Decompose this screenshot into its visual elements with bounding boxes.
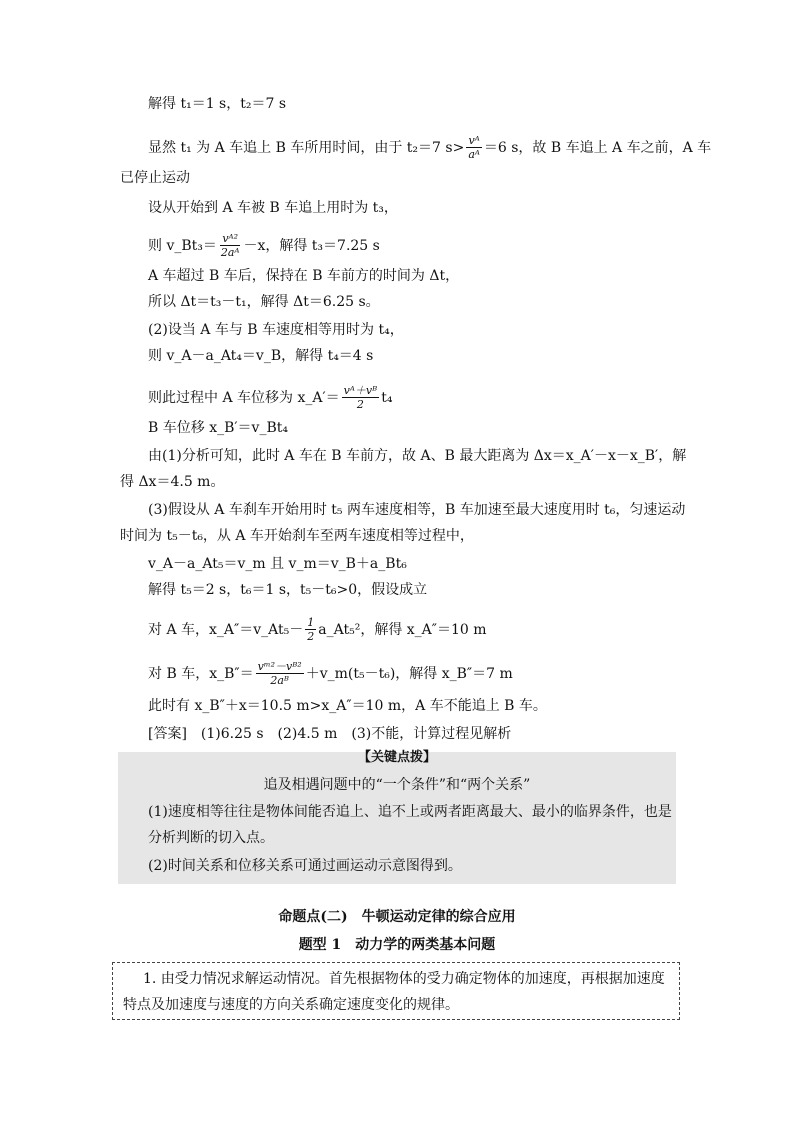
fraction [466,134,482,161]
key-points-title: 追及相遇问题中的“一个条件”和“两个关系” [263,777,531,793]
fraction-numerator: 1 [307,616,315,629]
text-segment: a_At₅²，解得 x_A″＝10 m [318,621,487,638]
solution-line: 解得 t₁＝1 s，t₂＝7 s [148,96,287,112]
key-points-box [118,752,676,884]
solution-line: 由(1)分析可知，此时 A 车在 B 车前方，故 A、B 最大距离为 Δx＝x_A′－x－x_B′，解 [148,448,687,464]
definition-text: 特点及加速度与速度的方向关系确定速度变化的规律。 [123,997,459,1013]
text-segment: 则 v_Bt₃＝ [148,237,217,254]
text-segment: t₄ [381,389,393,406]
fraction-denominator: aᴬ [468,148,480,161]
definition-box [112,962,680,1020]
section-subheading: 题型 1 动力学的两类基本问题 [298,937,496,953]
solution-line: 则 v_A－a_At₄＝v_B，解得 t₄＝4 s [148,348,374,364]
solution-line: (3)假设从 A 车刹车开始用时 t₅ 两车速度相等，B 车加速至最大速度用时 t₆，匀速运动 [148,502,686,518]
solution-line: 得 Δx＝4.5 m。 [120,474,225,490]
solution-line-with-fraction [148,232,380,259]
solution-line-with-fraction [148,616,487,643]
solution-line: A 车超过 B 车后，保持在 B 车前方的时间为 Δt， [148,268,460,284]
solution-line: 所以 Δt＝t₃－t₁，解得 Δt＝6.25 s。 [148,294,380,310]
solution-line-with-fraction [148,384,392,411]
answer-line: [答案] (1)6.25 s (2)4.5 m (3)不能，计算过程见解析 [148,726,512,742]
solution-line: 已停止运动 [120,170,190,186]
solution-line: 此时有 x_B″＋x＝10.5 m>x_A″＝10 m，A 车不能追上 B 车。 [148,698,547,714]
text-segment: 对 A 车，x_A″＝v_At₅－ [148,621,304,638]
fraction [256,660,304,687]
fraction-numerator: vᴬ² [222,232,238,245]
fraction [219,232,242,259]
section-heading: 命题点(二) 牛顿运动定律的综合应用 [278,909,516,925]
text-segment: ＝6 s，故 B 车追上 A 车之前，A 车 [483,139,712,156]
fraction-numerator: vᴬ [468,134,480,147]
solution-line: 设从开始到 A 车被 B 车追上用时为 t₃， [148,200,398,216]
text-segment: －x，解得 t₃＝7.25 s [243,237,380,254]
fraction-denominator: 2aᴬ [220,246,240,259]
text-segment: 显然 t₁ 为 A 车追上 B 车所用时间，由于 t₂＝7 s> [148,139,465,156]
key-point-text: (2)时间关系和位移关系可通过画运动示意图得到。 [148,858,462,874]
text-segment: 对 B 车，x_B″＝ [148,665,254,682]
solution-line: (2)设当 A 车与 B 车速度相等用时为 t₄， [148,322,404,338]
definition-text: 1. 由受力情况求解运动情况。首先根据物体的受力确定物体的加速度，再根据加速度 [143,971,665,987]
solution-line: B 车位移 x_B′＝v_Bt₄ [148,420,288,436]
key-points-label: 【关键点拨】 [357,750,436,765]
solution-line: v_A－a_At₅＝v_m 且 v_m＝v_B＋a_Bt₆ [148,556,407,572]
key-point-text: 分析判断的切入点。 [148,830,274,846]
fraction-denominator: 2aᴮ [270,674,289,687]
solution-line-with-fraction [148,660,513,687]
solution-line-with-fraction [148,134,711,161]
fraction [342,384,380,411]
key-point-text: (1)速度相等往往是物体间能否追上、追不上或两者距离最大、最小的临界条件，也是 [148,804,672,820]
text-segment: 则此过程中 A 车位移为 x_A′＝ [148,389,340,406]
fraction-numerator: vᵐ²－vᴮ² [257,660,302,673]
fraction-denominator: 2 [307,630,315,643]
fraction-denominator: 2 [356,398,364,411]
solution-line: 解得 t₅＝2 s，t₆＝1 s，t₅－t₆>0，假设成立 [148,582,428,598]
solution-line: 时间为 t₅－t₆，从 A 车开始刹车至两车速度相等过程中， [120,528,474,544]
text-segment: ＋v_m(t₅－t₆)，解得 x_B″＝7 m [305,665,513,682]
fraction-numerator: vᴬ＋vᴮ [343,384,378,397]
fraction [305,616,316,643]
